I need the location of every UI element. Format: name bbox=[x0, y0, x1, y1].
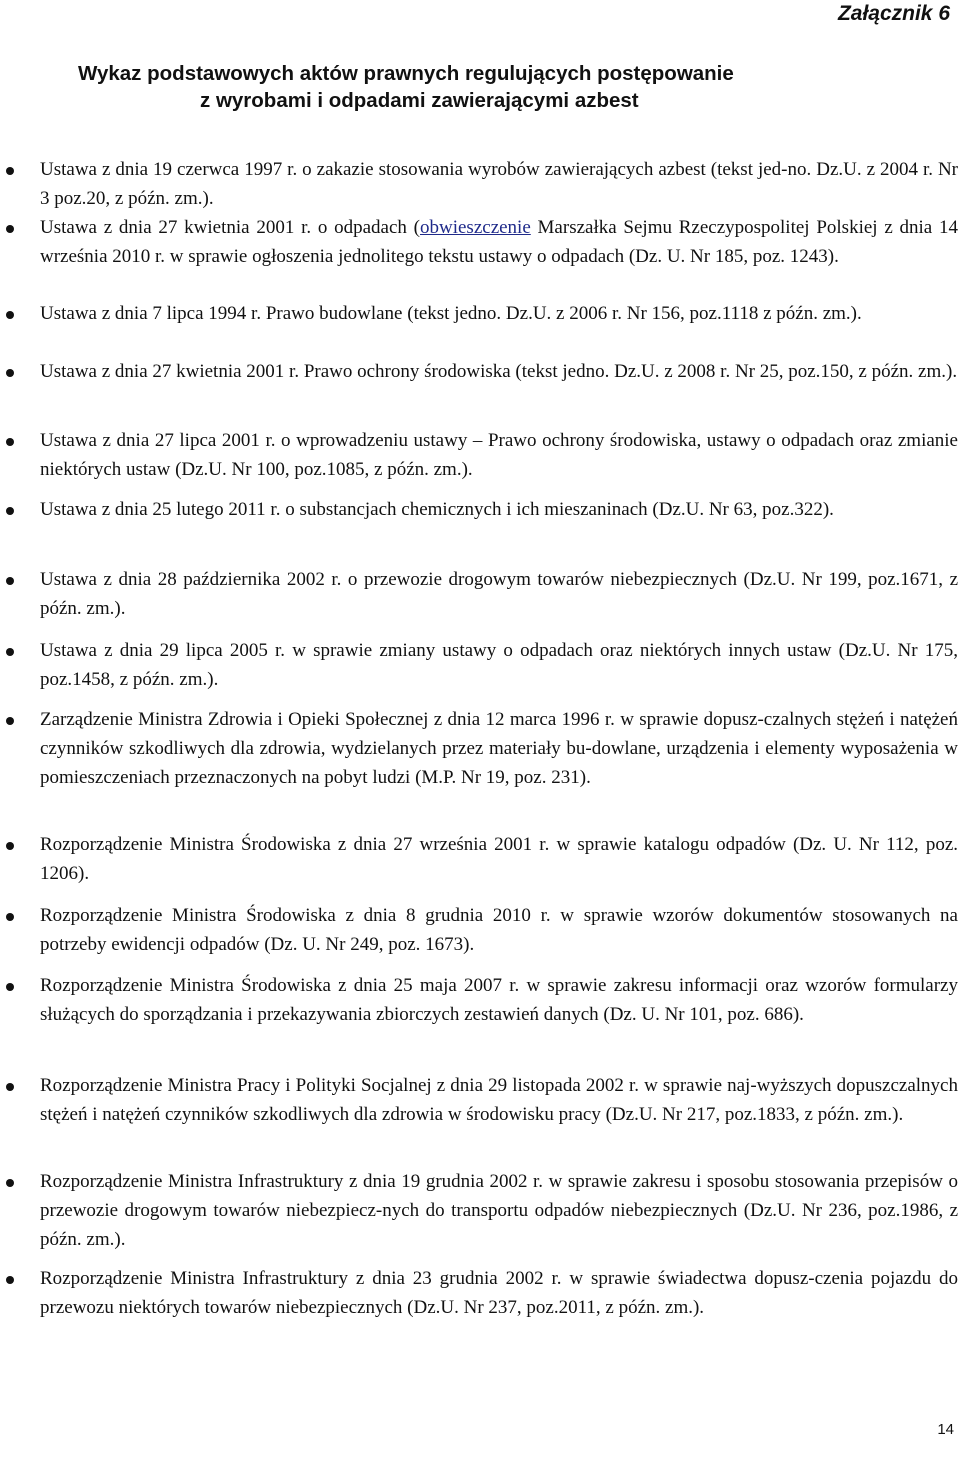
list-item: Rozporządzenie Ministra Pracy i Polityki Socjalnej z dnia 29 listopada 2002 r. w sprawie naj-wyższych dopuszczalnych stężeń i natężeń czynników szkodliwych dla zdrowia w środowisku pracy (Dz.U. Nr 217, poz.1833, z późn. zm.). bbox=[40, 1071, 958, 1129]
list-item: Ustawa z dnia 28 października 2002 r. o przewozie drogowym towarów niebezpiecznych (Dz.U. Nr 199, poz.1671, z późn. zm.). bbox=[40, 565, 958, 623]
list-item: Rozporządzenie Ministra Środowiska z dnia 8 grudnia 2010 r. w sprawie wzorów dokumentów stosowanych na potrzeby ewidencji odpadów (Dz. U. Nr 249, poz. 1673). bbox=[40, 901, 958, 959]
list-item bbox=[40, 213, 958, 271]
list-item-text: Marszałka Sejmu Rzeczypospolitej Polskiej z dnia 14 września 2010 r. w sprawie ogłoszenia jednolitego tekstu ustawy o odpadach (Dz. U. Nr 185, poz. 1243). bbox=[40, 217, 958, 267]
announcement-link[interactable]: obwieszczenie bbox=[420, 217, 531, 238]
list-item: Ustawa z dnia 29 lipca 2005 r. w sprawie zmiany ustawy o odpadach oraz niektórych innych ustaw (Dz.U. Nr 175, poz.1458, z późn. zm.). bbox=[40, 636, 958, 694]
page-number: 14 bbox=[937, 1421, 954, 1438]
list-item: Ustawa z dnia 27 kwietnia 2001 r. Prawo ochrony środowiska (tekst jedno. Dz.U. z 2008 r. Nr 25, poz.150, z późn. zm.). bbox=[40, 357, 958, 386]
list-item: Rozporządzenie Ministra Infrastruktury z dnia 19 grudnia 2002 r. w sprawie zakresu i sposobu stosowania przepisów o przewozie drogowym towarów niebezpiecz-nych do transportu odpadów niebezpiecznych (Dz.U. Nr 236, poz.1986, z późn. zm.). bbox=[40, 1167, 958, 1254]
list-item: Ustawa z dnia 19 czerwca 1997 r. o zakazie stosowania wyrobów zawierających azbest (tekst jed-no. Dz.U. z 2004 r. Nr 3 poz.20, z późn. zm.). bbox=[40, 155, 958, 213]
document-title bbox=[78, 60, 878, 114]
list-item: Rozporządzenie Ministra Środowiska z dnia 27 września 2001 r. w sprawie katalogu odpadów (Dz. U. Nr 112, poz. 1206). bbox=[40, 830, 958, 888]
list-item: Rozporządzenie Ministra Środowiska z dnia 25 maja 2007 r. w sprawie zakresu informacji oraz wzorów formularzy służących do sporządzania i przekazywania zbiorczych zestawień danych (Dz. U. Nr 101, poz. 686). bbox=[40, 971, 958, 1029]
title-line-2: z wyrobami i odpadami zawierającymi azbest bbox=[200, 89, 639, 112]
list-item: Ustawa z dnia 25 lutego 2011 r. o substancjach chemicznych i ich mieszaninach (Dz.U. Nr 63, poz.322). bbox=[40, 495, 958, 524]
list-item: Ustawa z dnia 7 lipca 1994 r. Prawo budowlane (tekst jedno. Dz.U. z 2006 r. Nr 156, poz.1118 z późn. zm.). bbox=[40, 299, 958, 328]
title-line-1: Wykaz podstawowych aktów prawnych regulujących postępowanie bbox=[78, 62, 734, 85]
list-item-text: Ustawa z dnia 27 kwietnia 2001 r. o odpadach ( bbox=[40, 217, 420, 238]
list-item: Zarządzenie Ministra Zdrowia i Opieki Społecznej z dnia 12 marca 1996 r. w sprawie dopusz-czalnych stężeń i natężeń czynników szkodliwych dla zdrowia, wydzielanych przez materiały bu-dowlane, urządzenia i elementy wyposażenia w pomieszczeniach przeznaczonych na pobyt ludzi (M.P. Nr 19, poz. 231). bbox=[40, 705, 958, 792]
annex-label: Załącznik 6 bbox=[837, 2, 950, 25]
list-item: Ustawa z dnia 27 lipca 2001 r. o wprowadzeniu ustawy – Prawo ochrony środowiska, ustawy o odpadach oraz zmianie niektórych ustaw (Dz.U. Nr 100, poz.1085, z późn. zm.). bbox=[40, 426, 958, 484]
list-item: Rozporządzenie Ministra Infrastruktury z dnia 23 grudnia 2002 r. w sprawie świadectwa dopusz-czenia pojazdu do przewozu niektórych towarów niebezpiecznych (Dz.U. Nr 237, poz.2011, z późn. zm.). bbox=[40, 1264, 958, 1322]
